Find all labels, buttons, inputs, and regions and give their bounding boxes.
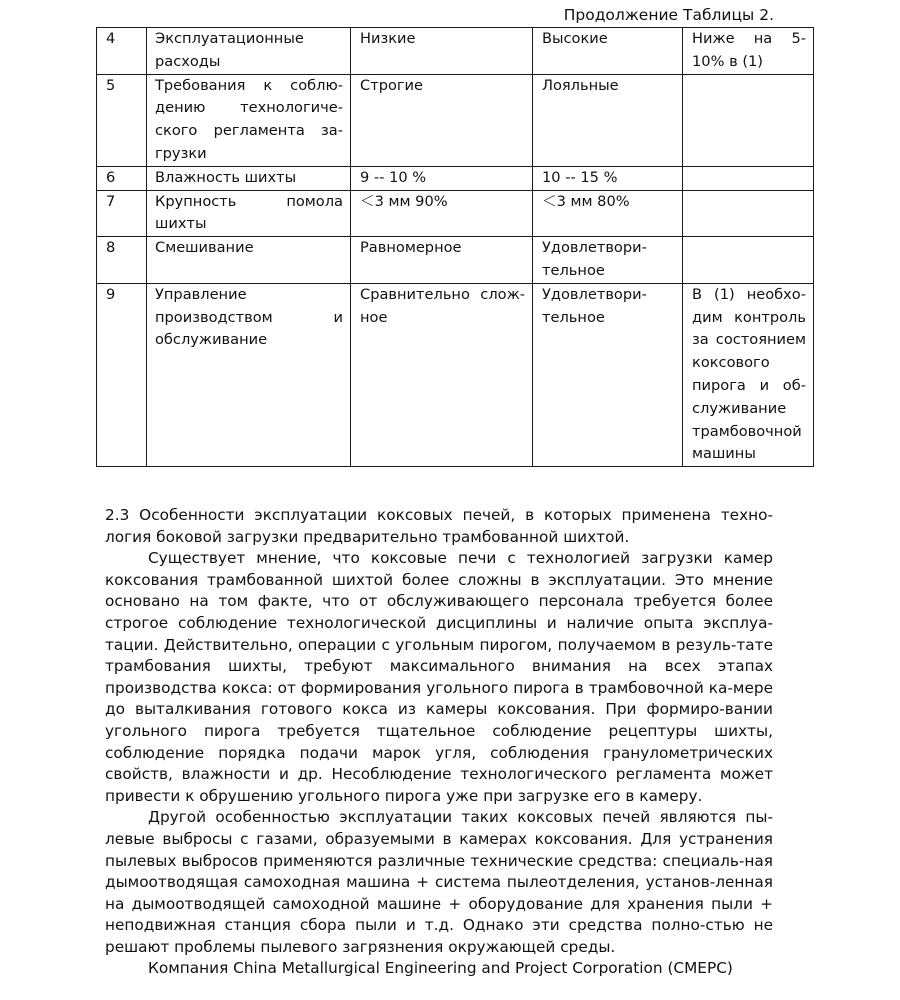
section-heading: 2.3 Особенности эксплуатации коксовых печей, в которых применена техно-логия боковой загрузки предварительно трамбованной шихтой.: [105, 506, 773, 546]
body-paragraph: Существует мнение, что коксовые печи с технологией загрузки камер коксования трамбованной шихтой более сложны в эксплуатации. Это мнение основано на том факте, что от обслуживающего персонала требуется более строгое соблюдение технологической дисциплины и наличие опыта эксплуа-тации. Действительно, операции с угольным пирогом, получаемом в резуль-тате трамбования шихты, требуют максимального внимания на всех этапах производства кокса: от формирования угольного пирога в трамбовочной ка-мере до выталкивания готового кокса из камеры коксования. При формиро-вании угольного пирога требуется тщательное соблюдение рецептуры шихты, соблюдение порядка подачи марок угля, соблюдения гранулометрических свойств, влажности и др. Несоблюдение технологического регламента может привести к обрушению угольного пирога уже при загрузке его в камеру.: [105, 549, 773, 805]
option-b-cell: Лояльные: [533, 74, 683, 166]
note-cell: В (1) необхо-дим контроль за состоянием коксового пирога и об-служивание трамбовочной машины: [683, 283, 814, 466]
option-b-cell: ＜3 мм 80%: [533, 190, 683, 237]
option-a-cell: ＜3 мм 90%: [351, 190, 533, 237]
row-number: 6: [97, 166, 147, 190]
row-number: 5: [97, 74, 147, 166]
parameter-cell: Управление производством и обслуживание: [147, 283, 351, 466]
parameter-cell: Крупность помола шихты: [147, 190, 351, 237]
note-cell: [683, 237, 814, 284]
note-cell: Ниже на 5-10% в (1): [683, 28, 814, 75]
option-b-cell: 10 -- 15 %: [533, 166, 683, 190]
body-paragraph: Компания China Metallurgical Engineering and Project Corporation (CMEPC): [148, 959, 733, 978]
table-row: [97, 166, 814, 190]
option-b-cell: Удовлетвори-тельное: [533, 283, 683, 466]
note-cell: [683, 166, 814, 190]
body-paragraph: Другой особенностью эксплуатации таких коксовых печей являются пы-левые выбросы с газами, образуемыми в камерах коксования. Для устранения пылевых выбросов применяются различные технические средства: специаль-ная дымоотводящая самоходная машина + система пылеотделения, установ-ленная на дымоотводящей самоходной машине + оборудование для хранения пыли + неподвижная станция сбора пыли и т.д. Однако эти средства полно-стью не решают проблемы пылевого загрязнения окружающей среды.: [105, 808, 773, 956]
table-caption: Продолжение Таблицы 2.: [563, 6, 774, 24]
parameter-cell: Требования к соблю-дению технологиче-ского регламента за-грузки: [147, 74, 351, 166]
comparison-table: [96, 27, 814, 467]
option-a-cell: Равномерное: [351, 237, 533, 284]
option-a-cell: 9 -- 10 %: [351, 166, 533, 190]
table-row: [97, 190, 814, 237]
parameter-cell: Смешивание: [147, 237, 351, 284]
row-number: 7: [97, 190, 147, 237]
row-number: 4: [97, 28, 147, 75]
option-b-cell: Удовлетвори-тельное: [533, 237, 683, 284]
table-row: [97, 28, 814, 75]
row-number: 8: [97, 237, 147, 284]
table-row: [97, 283, 814, 466]
note-cell: [683, 190, 814, 237]
row-number: 9: [97, 283, 147, 466]
table-row: [97, 237, 814, 284]
section-2-3: [105, 505, 773, 980]
option-b-cell: Высокие: [533, 28, 683, 75]
option-a-cell: Строгие: [351, 74, 533, 166]
option-a-cell: Низкие: [351, 28, 533, 75]
note-cell: [683, 74, 814, 166]
parameter-cell: Эксплуатационные расходы: [147, 28, 351, 75]
parameter-cell: Влажность шихты: [147, 166, 351, 190]
table-row: [97, 74, 814, 166]
option-a-cell: Сравнительно слож-ное: [351, 283, 533, 466]
